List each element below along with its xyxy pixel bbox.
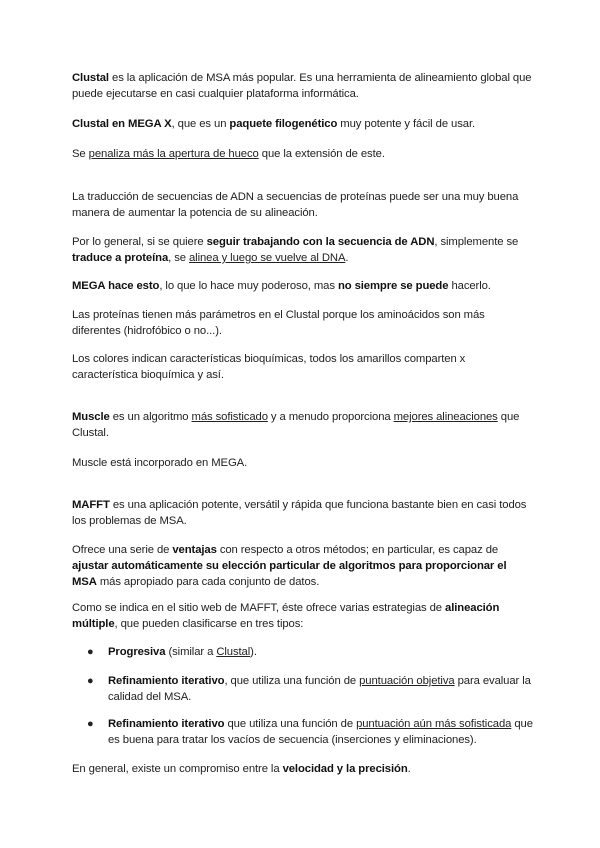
- paragraph-conclusion: En general, existe un compromiso entre la velocidad y la precisión.: [72, 763, 411, 775]
- paragraph-muscle-mega: Muscle está incorporado en MEGA.: [72, 457, 248, 469]
- paragraph-clustal-mega: Clustal en MEGA X, que es un paquete filogenético muy potente y fácil de usar.: [72, 118, 476, 130]
- bullet-icon: ●: [87, 646, 94, 658]
- paragraph-translation: La traducción de secuencias de ADN a secuencias de proteínas puede ser una muy buena manera de aumentar la potencia de su alineación.: [72, 191, 519, 219]
- paragraph-clustal-intro: Clustal es la aplicación de MSA más popular. Es una herramienta de alineamiento global que puede ejecutarse en casi cualquier plataforma informática.: [72, 72, 532, 100]
- paragraph-mega-does-this: MEGA hace esto, lo que lo hace muy poderoso, mas no siempre se puede hacerlo.: [72, 280, 491, 292]
- bullet-icon: ●: [87, 718, 94, 730]
- paragraph-dna-work: Por lo general, si se quiere seguir trabajando con la secuencia de ADN, simplemente se traduce a proteína, se alinea y luego se vuelve al DNA.: [72, 236, 519, 264]
- paragraph-mafft: MAFFT es una aplicación potente, versátil y rápida que funciona bastante bien en casi todos los problemas de MSA.: [72, 499, 527, 527]
- list-item-progresiva: Progresiva (similar a Clustal).: [108, 646, 257, 658]
- list-item-refinamiento-2: Refinamiento iterativo que utiliza una función de puntuación aún más sofisticada que es buena para tratar los vacíos de secuencia (inserciones y eliminaciones).: [108, 718, 533, 746]
- paragraph-advantages: Ofrece una serie de ventajas con respecto a otros métodos; en particular, es capaz de ajustar automáticamente su elección particular de algoritmos para proporcionar el MSA más apropiado para cada conjunto de datos.: [72, 544, 507, 588]
- list-item-refinamiento-1: Refinamiento iterativo, que utiliza una función de puntuación objetiva para evaluar la calidad del MSA.: [108, 675, 531, 703]
- paragraph-gap-penalty: Se penaliza más la apertura de hueco que la extensión de este.: [72, 148, 385, 160]
- paragraph-colors: Los colores indican características bioquímicas, todos los amarillos comparten x característica bioquímica y así.: [72, 353, 466, 381]
- bullet-icon: ●: [87, 675, 94, 687]
- paragraph-muscle: Muscle es un algoritmo más sofisticado y a menudo proporciona mejores alineaciones que Clustal.: [72, 411, 520, 439]
- paragraph-strategies: Como se indica en el sitio web de MAFFT, éste ofrece varias estrategias de alineación múltiple, que pueden clasificarse en tres tipos:: [72, 602, 500, 630]
- paragraph-proteins-params: Las proteínas tienen más parámetros en el Clustal porque los aminoácidos son más diferentes (hidrofóbico o no...).: [72, 309, 485, 337]
